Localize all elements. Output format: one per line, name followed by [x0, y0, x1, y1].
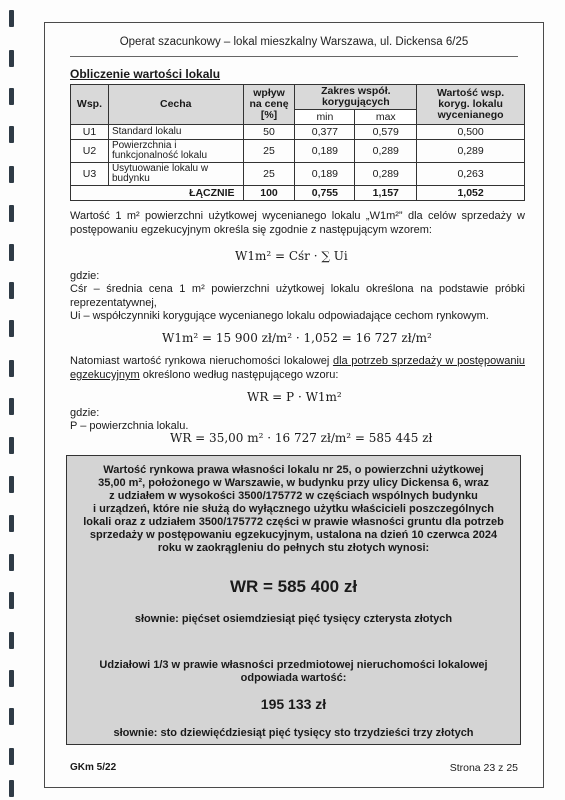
formula-market-value: WR = P · W1m²: [247, 390, 342, 404]
market-text-pre: Natomiast wartość rynkowa nieruchomości lokalowej: [70, 355, 333, 367]
section-title: Obliczenie wartości lokalu: [70, 67, 221, 81]
definition-p: P – powierzchnia lokalu.: [70, 420, 189, 432]
cell-max: 0,289: [355, 163, 417, 186]
header-min: min: [295, 110, 355, 125]
document-page: [44, 22, 544, 788]
summary-line: sprzedaży w postępowaniu egzekucyjnym, ustalona na dzień 10 czerwca 2024: [89, 529, 498, 541]
header-cecha: Cecha: [108, 85, 243, 125]
total-min: 0,755: [295, 186, 355, 201]
summary-line: z udziałem w wysokości 3500/175772 w częściach wspólnych budynku: [109, 490, 478, 502]
total-wplyw: 100: [243, 186, 295, 201]
formula-unit-calc: W1m² = 15 900 zł/m² · 1,052 = 16 727 zł/m²: [162, 331, 432, 345]
cell-min: 0,377: [295, 125, 355, 140]
summary-line: Wartość rynkowa prawa własności lokalu nr 25, o powierzchni użytkowej: [103, 464, 484, 476]
share-line-2: odpowiada wartość:: [240, 672, 347, 684]
market-text-post: określono według następującego wzoru:: [139, 369, 339, 381]
total-label: ŁĄCZNIE: [71, 186, 244, 201]
table-row: [71, 140, 525, 163]
header-max: max: [355, 110, 417, 125]
header-wplyw: wpływ na cenę [%]: [243, 85, 295, 125]
market-text-underlined: dla potrzeb sprzedaży w postępowaniu egzekucyjnym: [70, 355, 526, 381]
cell-wplyw: 25: [243, 163, 295, 186]
cell-wsp: U1: [71, 125, 109, 140]
summary-line: roku w zaokrągleniu do pełnych stu złotych wynosi:: [157, 542, 430, 554]
intro-paragraph: Wartość 1 m² powierzchni użytkowej wycenianego lokalu „W1m²” dla celów sprzedaży w postępowaniu egzekucyjnym określa się zgodnie z następującym wzorem:: [70, 210, 525, 236]
share-value-words: słownie: sto dziewięćdziesiąt pięć tysięcy sto trzydzieści trzy złotych: [113, 727, 474, 739]
definition-ui: Ui – współczynniki korygujące wycenianego lokalu odpowiadające cechom rynkowym.: [70, 310, 489, 322]
market-value-result: WR = 585 400 zł: [229, 577, 358, 596]
cell-wplyw: 25: [243, 140, 295, 163]
header-divider: [70, 56, 518, 57]
cell-wartosc: 0,263: [417, 163, 525, 186]
share-line-1: Udziałowi 1/3 w prawie własności przedmiotowej nieruchomości lokalowej: [99, 659, 488, 671]
market-paragraph: [70, 354, 525, 382]
header-wsp: Wsp.: [71, 85, 109, 125]
cell-cecha: Standard lokalu: [108, 125, 243, 140]
binding-spiral: [0, 0, 22, 800]
cell-wsp: U3: [71, 163, 109, 186]
total-max: 1,157: [355, 186, 417, 201]
cell-wartosc: 0,289: [417, 140, 525, 163]
cell-max: 0,579: [355, 125, 417, 140]
total-wartosc: 1,052: [417, 186, 525, 201]
cell-wsp: U2: [71, 140, 109, 163]
cell-wartosc: 0,500: [417, 125, 525, 140]
cell-cecha: Powierzchnia i funkcjonalność lokalu: [108, 140, 243, 163]
table-row: [71, 125, 525, 140]
cell-min: 0,189: [295, 163, 355, 186]
footer-page-number: Strona 23 z 25: [449, 762, 518, 774]
formula-market-calc: WR = 35,00 m² · 16 727 zł/m² = 585 445 zł: [170, 431, 433, 445]
cell-cecha: Usytuowanie lokalu w budynku: [108, 163, 243, 186]
share-value-result: 195 133 zł: [260, 696, 327, 712]
header-zakres: Zakres współ. korygujących: [295, 85, 417, 110]
coefficients-table: [70, 84, 525, 201]
table-row: [71, 163, 525, 186]
cell-min: 0,189: [295, 140, 355, 163]
summary-line: i urządzeń, które nie służą do wyłącznego użytku właścicieli poszczególnych: [93, 503, 494, 515]
gdzie-label: gdzie:: [70, 270, 100, 282]
header-wartosc: Wartość wsp. koryg. lokalu wycenianego: [417, 85, 525, 125]
cell-max: 0,289: [355, 140, 417, 163]
definition-cs: Cśr – średnia cena 1 m² powierzchni użytkowej lokalu określona na podstawie próbki reprezentatywnej,: [70, 283, 525, 309]
summary-line: 35,00 m², położonego w Warszawie, w budynku przy ulicy Dickensa 6, wraz: [98, 477, 489, 489]
summary-box: [66, 455, 521, 745]
cell-wplyw: 50: [243, 125, 295, 140]
formula-unit-value: W1m² = Cśr · ∑ Ui: [235, 249, 348, 263]
summary-line: lokali oraz z udziałem 3500/175772 części w prawie własności gruntu dla potrzeb: [83, 516, 504, 528]
market-value-words: słownie: pięćset osiemdziesiąt pięć tysięcy czterysta złotych: [134, 613, 453, 625]
table-total-row: [71, 186, 525, 201]
footer-case-number: GKm 5/22: [70, 762, 117, 773]
page-header: Operat szacunkowy – lokal mieszkalny Warszawa, ul. Dickensa 6/25: [119, 36, 469, 48]
gdzie-label-2: gdzie:: [70, 407, 100, 419]
